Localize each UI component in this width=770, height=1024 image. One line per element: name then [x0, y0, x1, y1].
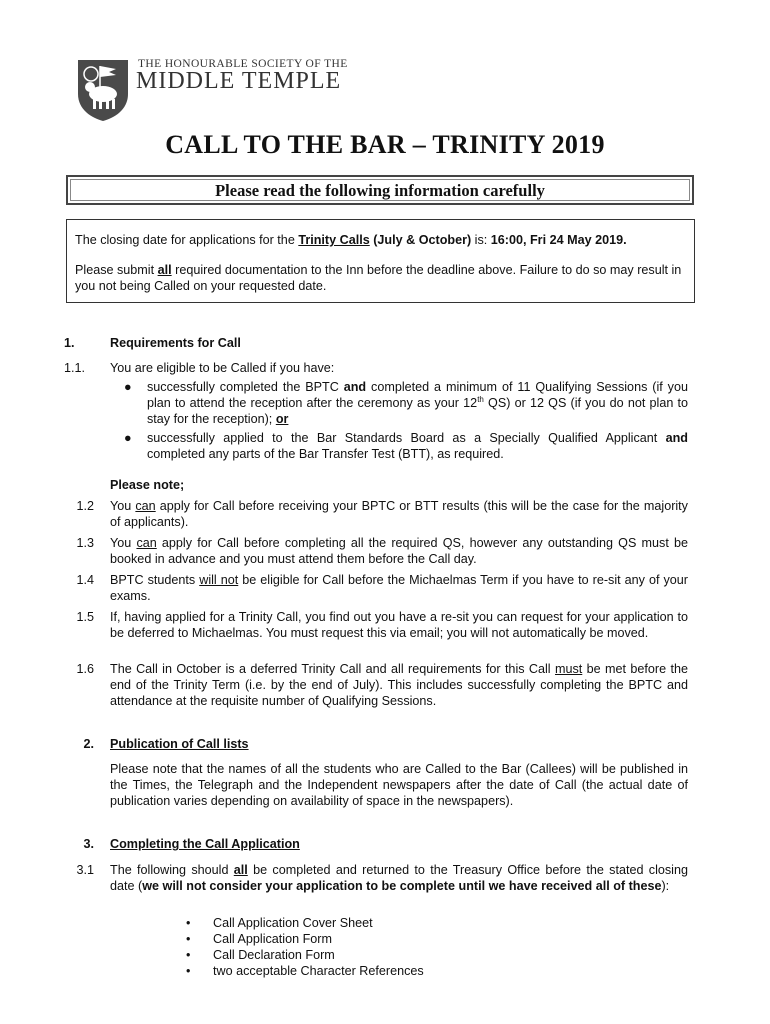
required-document-item: Call Declaration Form [213, 948, 335, 962]
org-name-line1: THE HONOURABLE SOCIETY OF THE [138, 58, 348, 70]
section-1-number: 1. [64, 336, 75, 350]
bullet-icon: ● [124, 431, 132, 445]
submission-paragraph: Please submit all required documentation to the Inn before the deadline above. Failure to do so may result in you not being Called on your requested date. [75, 263, 682, 293]
clause-1-3-text: You can apply for Call before completing all the required QS, however any outstanding QS must be booked in advance and you must attend them before the Call day. [110, 536, 688, 566]
clause-1-4-text: BPTC students will not be eligible for Call before the Michaelmas Term if you have to re-sit any of your exams. [110, 573, 688, 603]
clause-1-2-text: You can apply for Call before receiving your BPTC or BTT results (this will be the case for the majority of applicants). [110, 499, 688, 529]
section-2-heading: Publication of Call lists [110, 737, 249, 751]
institution-logo [76, 54, 366, 124]
closing-date-notice [66, 219, 695, 303]
clause-1-5-number: 1.5 [76, 610, 94, 624]
clause-1-2-number: 1.2 [76, 499, 94, 513]
eligibility-bullet-2: successfully applied to the Bar Standards Board as a Specially Qualified Applicant and completed any parts of the Bar Transfer Test (BTT), as required. [147, 431, 688, 461]
section-1-heading: Requirements for Call [110, 336, 241, 350]
required-document-item: Call Application Form [213, 932, 332, 946]
clause-1-5-text: If, having applied for a Trinity Call, you find out you have a re-sit you can request for your application to be deferred to Michaelmas. You must request this via email; you will not automatically be moved. [110, 610, 688, 640]
bullet-icon: • [186, 916, 191, 930]
clause-1-1-number: 1.1. [64, 361, 86, 375]
section-2-number: 2. [83, 737, 94, 751]
bullet-icon: • [186, 948, 191, 962]
section-3-number: 3. [83, 837, 94, 851]
clause-3-1-text: The following should all be completed and returned to the Treasury Office before the stated closing date (we will not consider your application to be complete until we have received all of these): [110, 863, 688, 893]
eligibility-bullet-1: successfully completed the BPTC and completed a minimum of 11 Qualifying Sessions (if you plan to attend the reception after the ceremony as your 12th QS) or 12 QS (if you do not plan to stay for the reception); or [147, 380, 688, 426]
clause-1-6-text: The Call in October is a deferred Trinity Call and all requirements for this Call must be met before the end of the Trinity Term (i.e. by the end of July). This includes successfully completing the BPTC and attendance at the requisite number of Qualifying Sessions. [110, 662, 688, 708]
bullet-icon: ● [124, 380, 132, 394]
bullet-icon: • [186, 964, 191, 978]
required-document-item: Call Application Cover Sheet [213, 916, 373, 930]
clause-1-1-text: You are eligible to be Called if you have: [110, 361, 335, 375]
section-2-text: Please note that the names of all the students who are Called to the Bar (Callees) will be published in the Times, the Telegraph and the Independent newspapers after the date of Call (the actual date of publication varies depending on availability of space in the newspapers). [110, 762, 688, 808]
lamb-and-flag-shield-icon [76, 58, 130, 122]
section-3-heading: Completing the Call Application [110, 837, 300, 851]
org-name-line2: MIDDLE TEMPLE [136, 68, 342, 94]
closing-date-paragraph: The closing date for applications for the Trinity Calls (July & October) is: 16:00, Fri 24 May 2019. [75, 233, 627, 247]
clause-1-6-number: 1.6 [76, 662, 94, 676]
please-note-label: Please note; [110, 478, 185, 492]
clause-1-4-number: 1.4 [76, 573, 94, 587]
document-title: CALL TO THE BAR – TRINITY 2019 [165, 130, 605, 159]
read-carefully-banner: Please read the following information carefully [66, 175, 694, 205]
clause-1-3-number: 1.3 [76, 536, 94, 550]
required-document-item: two acceptable Character References [213, 964, 424, 978]
clause-3-1-number: 3.1 [76, 863, 94, 877]
bullet-icon: • [186, 932, 191, 946]
